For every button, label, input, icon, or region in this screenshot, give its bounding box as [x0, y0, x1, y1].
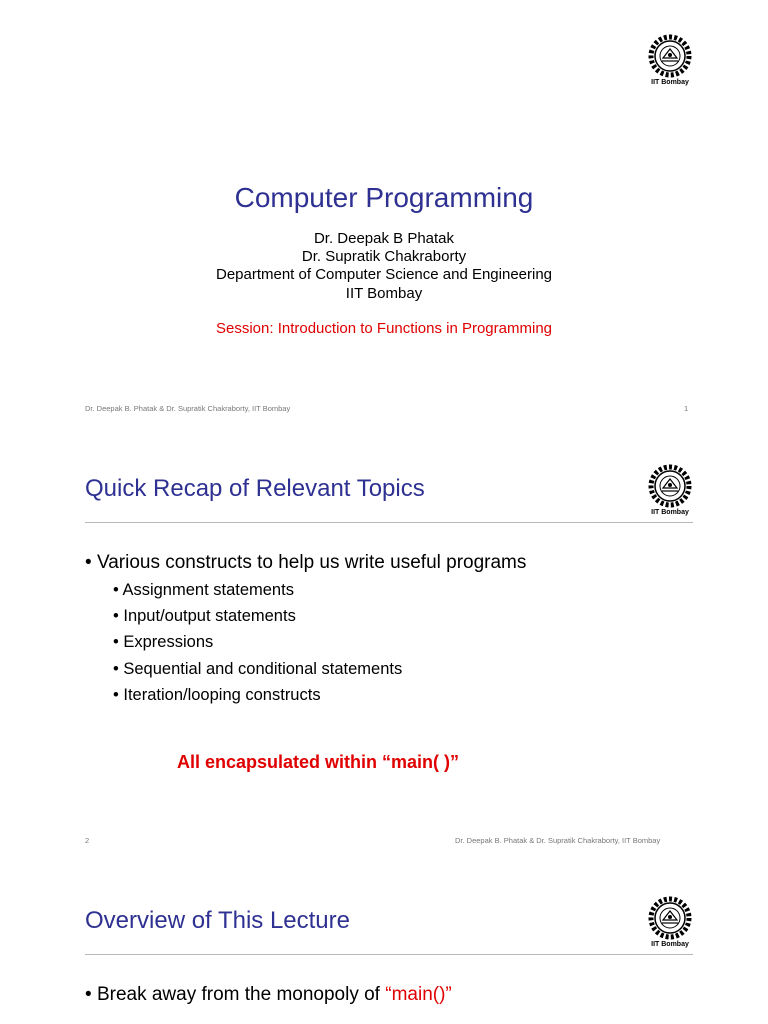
slide-title: Overview of This Lecture [85, 907, 350, 934]
bullet-item: • Break away from the monopoly of “main()” [85, 984, 452, 1005]
page-number: 1 [684, 404, 689, 413]
sub-bullet-text: Assignment statements [122, 581, 294, 599]
slide-2 [0, 432, 768, 864]
logo-caption: IIT Bombay [651, 941, 689, 948]
iit-bombay-logo [644, 34, 696, 90]
sub-bullet-text: Sequential and conditional statements [123, 660, 403, 678]
iit-bombay-logo [644, 464, 696, 520]
sub-bullet-text: Iteration/looping constructs [123, 686, 321, 704]
slide-1 [0, 0, 768, 432]
bullet-item: • Various constructs to help us write useful programs [85, 552, 527, 573]
bullet-text: Various constructs to help us write useful programs [96, 552, 527, 573]
iit-bombay-logo [644, 896, 696, 952]
sub-bullet-text: Expressions [123, 633, 214, 651]
page-number: 2 [85, 836, 90, 845]
sub-bullet-item: • Assignment statements [113, 581, 294, 599]
slide-3 [0, 864, 768, 1024]
sub-bullet-item: • Expressions [113, 633, 214, 651]
title-divider [85, 954, 693, 955]
footer-credit: Dr. Deepak B. Phatak & Dr. Supratik Chakraborty, IIT Bombay [85, 404, 291, 413]
title-divider [85, 522, 693, 523]
institute-line: IIT Bombay [345, 285, 423, 302]
gear-emblem-icon [648, 896, 692, 940]
logo-caption: IIT Bombay [651, 79, 689, 86]
department-line: Department of Computer Science and Engineering [215, 266, 553, 283]
emphasis-note: All encapsulated within “main( )” [177, 752, 460, 772]
bullet-text: Break away from the monopoly of [96, 984, 386, 1005]
sub-bullet-item: • Iteration/looping constructs [113, 686, 321, 704]
author-line-2: Dr. Supratik Chakraborty [301, 248, 467, 265]
sub-bullet-item: • Input/output statements [113, 607, 296, 625]
gear-emblem-icon [648, 34, 692, 78]
bullet-highlight: “main()” [385, 984, 452, 1005]
presentation-title: Computer Programming [234, 182, 534, 213]
footer-credit: Dr. Deepak B. Phatak & Dr. Supratik Chakraborty, IIT Bombay [455, 836, 661, 845]
author-line-1: Dr. Deepak B Phatak [313, 230, 455, 247]
session-title: Session: Introduction to Functions in Programming [216, 320, 552, 337]
sub-bullet-item: • Sequential and conditional statements [113, 660, 403, 678]
sub-bullet-text: Input/output statements [123, 607, 296, 625]
logo-caption: IIT Bombay [651, 509, 689, 516]
gear-emblem-icon [648, 464, 692, 508]
slide-title: Quick Recap of Relevant Topics [85, 475, 425, 502]
